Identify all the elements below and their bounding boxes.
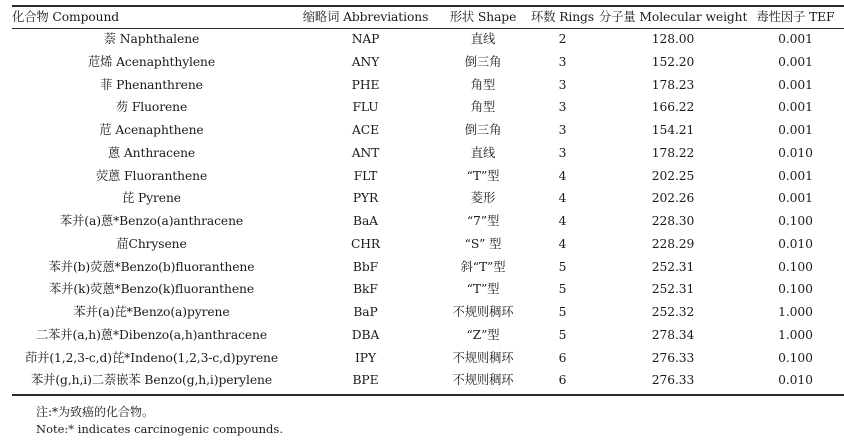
cell-molecular-weight: 202.26 xyxy=(651,191,695,206)
cell-abbreviation: FLU xyxy=(352,100,379,115)
cell-abbreviation: PHE xyxy=(351,77,380,92)
cell-compound: 芴 Fluorene xyxy=(115,100,188,115)
cell-compound: 荧蒽 Fluoranthene xyxy=(95,168,208,183)
footnote-english: Note:* indicates carcinogenic compounds. xyxy=(36,422,283,436)
cell-molecular-weight: 252.31 xyxy=(651,282,695,297)
table-row xyxy=(12,210,844,233)
table-row xyxy=(12,324,844,347)
table-row xyxy=(12,142,844,165)
cell-molecular-weight: 228.30 xyxy=(651,214,695,229)
cell-tef: 0.100 xyxy=(778,282,813,297)
cell-shape: 角型 xyxy=(470,77,496,92)
cell-shape: “T”型 xyxy=(466,282,500,297)
table-row xyxy=(12,301,844,324)
cell-compound: 苯并(k)荧蒽*Benzo(k)fluoranthene xyxy=(48,282,255,297)
cell-tef: 0.010 xyxy=(778,236,813,251)
cell-rings: 5 xyxy=(558,305,567,320)
cell-compound: 苯并(g,h,i)二萘嵌苯 Benzo(g,h,i)perylene xyxy=(30,373,273,388)
cell-rings: 4 xyxy=(558,191,567,206)
cell-molecular-weight: 154.21 xyxy=(651,123,695,138)
header-molecular-weight: 分子量 Molecular weight xyxy=(599,9,747,24)
cell-abbreviation: PYR xyxy=(352,191,379,206)
cell-abbreviation: NAP xyxy=(351,32,380,47)
table-bottom-rule xyxy=(12,394,844,396)
cell-compound: 萘 Naphthalene xyxy=(103,32,200,47)
cell-shape: 角型 xyxy=(470,100,496,115)
cell-abbreviation: BkF xyxy=(353,282,378,297)
cell-molecular-weight: 152.20 xyxy=(651,54,695,69)
cell-shape: 倒三角 xyxy=(464,123,502,138)
cell-abbreviation: ACE xyxy=(352,123,379,138)
cell-tef: 0.001 xyxy=(778,77,813,92)
cell-shape: “7”型 xyxy=(466,214,500,229)
cell-rings: 3 xyxy=(558,100,567,115)
cell-molecular-weight: 252.32 xyxy=(651,305,695,320)
table-row xyxy=(12,256,844,279)
cell-molecular-weight: 278.34 xyxy=(651,327,695,342)
cell-tef: 0.001 xyxy=(778,100,813,115)
cell-shape: 倒三角 xyxy=(464,54,502,69)
cell-shape: “Z”型 xyxy=(466,327,500,342)
cell-abbreviation: BPE xyxy=(352,373,379,388)
cell-abbreviation: ANT xyxy=(351,145,380,160)
cell-rings: 4 xyxy=(558,236,567,251)
cell-shape: 直线 xyxy=(470,145,496,160)
cell-molecular-weight: 202.25 xyxy=(651,168,695,183)
cell-molecular-weight: 178.23 xyxy=(651,77,695,92)
header-shape: 形状 Shape xyxy=(449,9,517,24)
cell-rings: 5 xyxy=(558,259,567,274)
cell-rings: 3 xyxy=(558,77,567,92)
cell-shape: 斜“T”型 xyxy=(460,259,506,274)
header-row xyxy=(12,6,844,28)
cell-shape: 不规则稠环 xyxy=(452,305,514,320)
footnote-chinese: 注:*为致癌的化合物。 xyxy=(36,405,155,419)
cell-tef: 1.000 xyxy=(778,327,813,342)
header-tef: 毒性因子 TEF xyxy=(756,9,835,24)
cell-compound: 苊 Acenaphthene xyxy=(99,123,204,138)
cell-shape: 直线 xyxy=(470,32,496,47)
cell-rings: 2 xyxy=(558,32,567,47)
cell-tef: 0.100 xyxy=(778,259,813,274)
table-body xyxy=(12,28,844,392)
table-row xyxy=(12,187,844,210)
cell-shape: “S” 型 xyxy=(464,236,502,251)
cell-abbreviation: BaA xyxy=(353,214,378,229)
cell-tef: 0.100 xyxy=(778,214,813,229)
table-row xyxy=(12,74,844,97)
cell-abbreviation: ANY xyxy=(351,54,380,69)
cell-molecular-weight: 252.31 xyxy=(651,259,695,274)
cell-shape: “T”型 xyxy=(466,168,500,183)
cell-compound: 苯并(a)芘*Benzo(a)pyrene xyxy=(73,305,230,320)
cell-compound: 二苯并(a,h)蒽*Dibenzo(a,h)anthracene xyxy=(35,327,268,342)
cell-molecular-weight: 128.00 xyxy=(651,32,695,47)
table-row xyxy=(12,165,844,188)
cell-rings: 5 xyxy=(558,327,567,342)
cell-abbreviation: DBA xyxy=(351,327,380,342)
cell-abbreviation: IPY xyxy=(355,350,376,365)
cell-compound: 苯并(a)蒽*Benzo(a)anthracene xyxy=(59,214,244,229)
cell-tef: 0.001 xyxy=(778,168,813,183)
table-row xyxy=(12,347,844,370)
header-abbreviation: 缩略词 Abbreviations xyxy=(302,9,429,24)
cell-abbreviation: BaP xyxy=(353,305,378,320)
cell-tef: 0.001 xyxy=(778,54,813,69)
cell-compound: 蒽 Anthracene xyxy=(107,145,196,160)
cell-rings: 3 xyxy=(558,123,567,138)
table-row xyxy=(12,278,844,301)
cell-rings: 6 xyxy=(558,373,567,388)
pah-tef-table xyxy=(12,6,844,392)
table-row xyxy=(12,119,844,142)
table-row xyxy=(12,369,844,392)
table-row xyxy=(12,51,844,74)
cell-tef: 0.010 xyxy=(778,373,813,388)
cell-compound: 䓛Chrysene xyxy=(116,236,187,251)
cell-tef: 0.001 xyxy=(778,123,813,138)
cell-compound: 茚并(1,2,3-c,d)芘*Indeno(1,2,3-c,d)pyrene xyxy=(24,350,279,365)
cell-abbreviation: CHR xyxy=(350,236,381,251)
cell-tef: 0.100 xyxy=(778,350,813,365)
cell-shape: 不规则稠环 xyxy=(452,350,514,365)
header-rings: 环数 Rings xyxy=(531,9,594,24)
cell-compound: 苯并(b)荧蒽*Benzo(b)fluoranthene xyxy=(48,259,255,274)
cell-compound: 芘 Pyrene xyxy=(122,191,181,206)
cell-compound: 苊烯 Acenaphthylene xyxy=(87,54,216,69)
cell-molecular-weight: 276.33 xyxy=(651,350,695,365)
cell-molecular-weight: 166.22 xyxy=(651,100,695,115)
cell-tef: 0.001 xyxy=(778,32,813,47)
cell-rings: 3 xyxy=(558,54,567,69)
cell-rings: 6 xyxy=(558,350,567,365)
cell-rings: 4 xyxy=(558,168,567,183)
cell-rings: 4 xyxy=(558,214,567,229)
table-row xyxy=(12,233,844,256)
table-header xyxy=(12,6,844,28)
cell-molecular-weight: 228.29 xyxy=(651,236,695,251)
cell-tef: 0.001 xyxy=(778,191,813,206)
cell-shape: 不规则稠环 xyxy=(452,373,514,388)
cell-molecular-weight: 178.22 xyxy=(651,145,695,160)
table-row xyxy=(12,96,844,119)
cell-shape: 菱形 xyxy=(470,191,496,206)
cell-rings: 5 xyxy=(558,282,567,297)
cell-rings: 3 xyxy=(558,145,567,160)
cell-tef: 0.010 xyxy=(778,145,813,160)
cell-compound: 菲 Phenanthrene xyxy=(100,77,203,92)
cell-abbreviation: BbF xyxy=(352,259,379,274)
cell-tef: 1.000 xyxy=(778,305,813,320)
cell-molecular-weight: 276.33 xyxy=(651,373,695,388)
header-compound: 化合物 Compound xyxy=(12,9,120,24)
cell-abbreviation: FLT xyxy=(353,168,378,183)
table-row xyxy=(12,28,844,51)
